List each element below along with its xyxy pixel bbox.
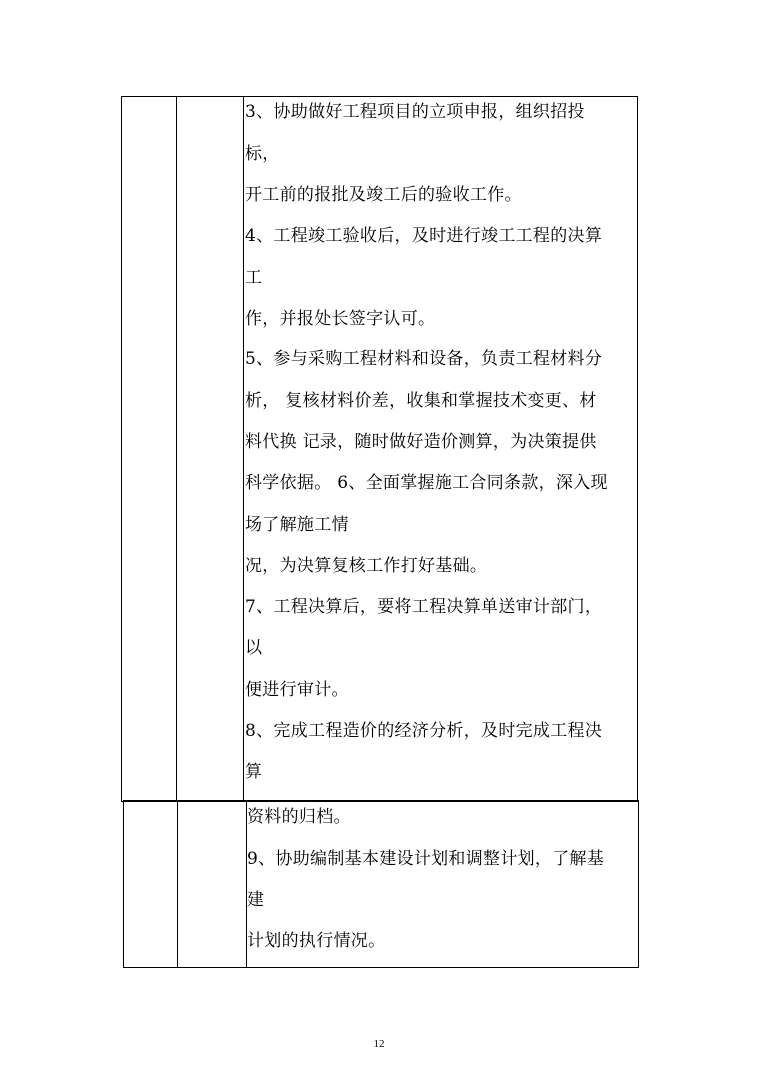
text-line: 科学依据。 6、全面掌握施工合同条款，深入现: [245, 473, 608, 493]
text-line: 5、参与采购工程材料和设备，负责工程材料分: [245, 349, 603, 369]
text-line: 算: [245, 762, 263, 782]
text-line: 况，为决算复核工作打好基础。: [245, 556, 488, 576]
text-line: 料代换 记录，随时做好造价测算，为决策提供: [245, 432, 597, 452]
column-divider-1: [177, 801, 178, 967]
text-line: 工: [245, 268, 263, 288]
text-line: 以: [245, 638, 263, 658]
text-line: 场了解施工情: [245, 515, 349, 535]
duty-table-lower: [123, 800, 639, 968]
text-line: 9、协助编制基本建设计划和调整计划，了解基: [247, 849, 605, 869]
text-line: 建: [247, 890, 265, 910]
text-line: 析， 复核材料价差，收集和掌握技术变更、材: [245, 391, 597, 411]
text-line: 4、工程竣工验收后，及时进行竣工工程的决算: [245, 226, 603, 246]
text-line: 7、工程决算后，要将工程决算单送审计部门，: [245, 597, 603, 617]
column-divider-1: [176, 97, 177, 801]
page-number: 12: [373, 1038, 385, 1050]
text-line: 8、完成工程造价的经济分析，及时完成工程决: [245, 721, 603, 741]
text-line: 标，: [245, 144, 280, 164]
text-line: 开工前的报批及竣工后的验收工作。: [245, 185, 522, 205]
duty-text-cell: [245, 97, 637, 801]
text-line: 3、协助做好工程项目的立项申报，组织招投: [245, 102, 585, 122]
text-line: 便进行审计。: [245, 680, 349, 700]
text-line: 作，并报处长签字认可。: [245, 309, 436, 329]
text-line: 计划的执行情况。: [247, 931, 386, 951]
column-divider-2: [243, 97, 244, 801]
text-line: 资料的归档。: [247, 807, 351, 827]
duty-text-cell: [247, 801, 638, 967]
duty-table-upper: [121, 96, 638, 802]
